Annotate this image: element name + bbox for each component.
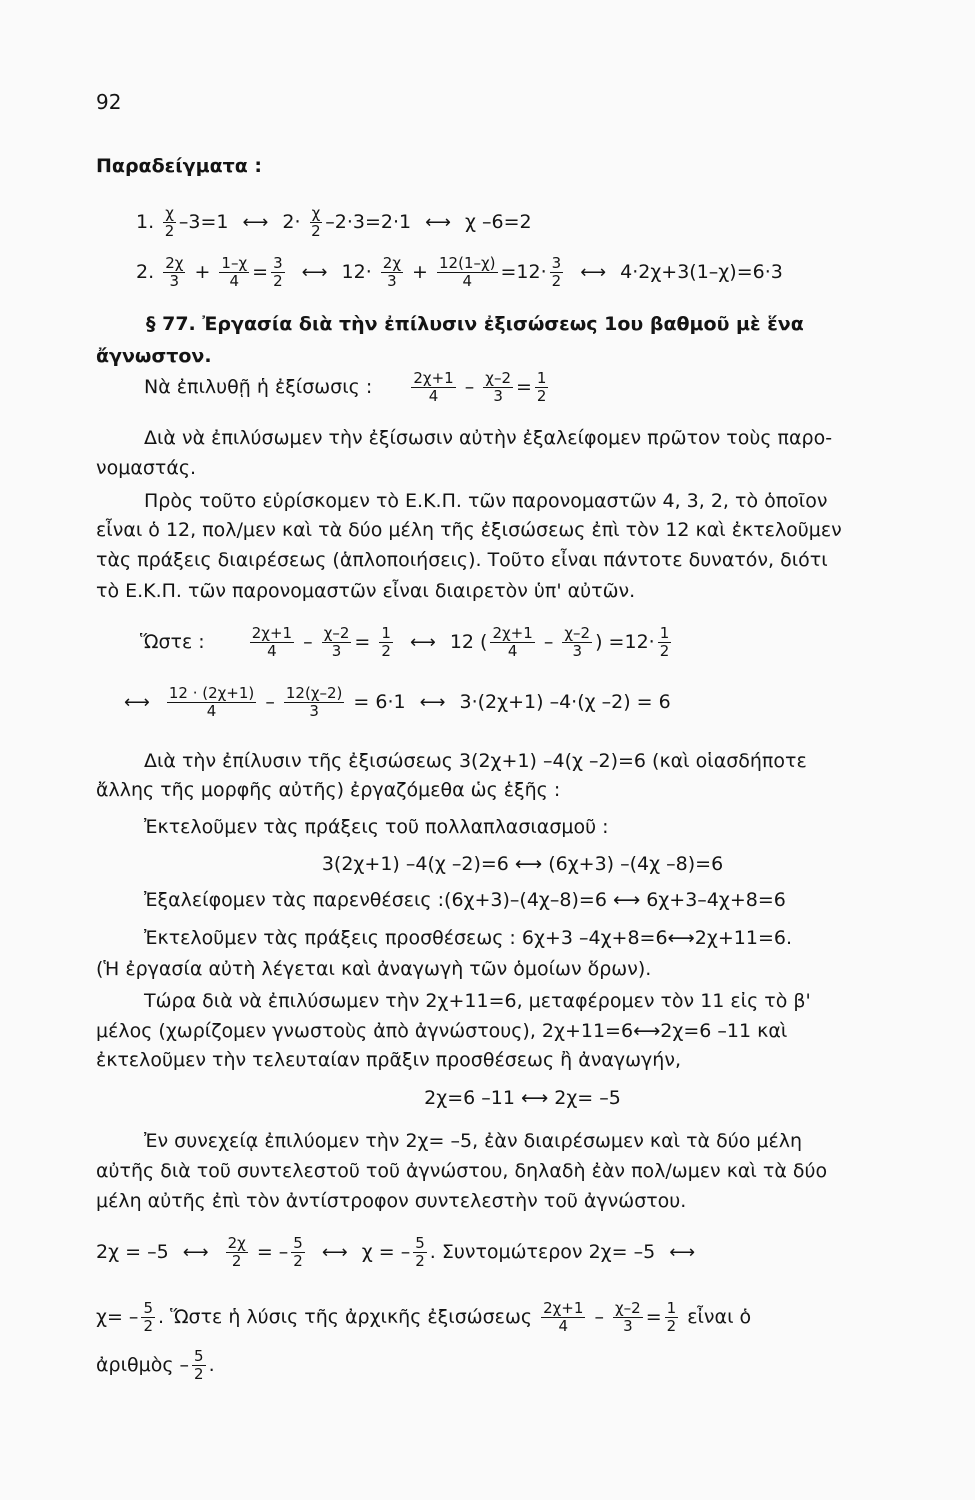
equivalence-arrow: ⟷ xyxy=(242,212,269,233)
paragraph-5-line2: αὐτῆς διὰ τοῦ συντελεστοῦ τοῦ ἀγνώστου, δηλαδὴ ἐὰν πολ/ωμεν καὶ τὰ δύο xyxy=(96,1160,828,1182)
page-number: 92 xyxy=(96,90,122,114)
paragraph-3-line2: ἄλλης τῆς μορφῆς αὐτῆς) ἐργαζόμεθα ὡς ἑξῆς : xyxy=(96,779,561,801)
equivalence-arrow: ⟷ xyxy=(301,262,328,283)
step-addition-note: (Ἡ ἐργασία αὐτὴ λέγεται καὶ ἀναγωγὴ τῶν ὁμοίων ὅρων). xyxy=(96,958,652,980)
step-multiplication-equation: 3(2χ+1) –4(χ –2)=6 ⟷ (6χ+3) –(4χ –8)=6 xyxy=(321,853,724,875)
section-title-line1: § 77. Ἐργασία διὰ τὴν ἐπίλυσιν ἐξισώσεως 1ου βαθμοῦ μὲ ἕνα xyxy=(146,313,804,335)
paragraph-1-line1: Διὰ νὰ ἐπιλύσωμεν τὴν ἐξίσωσιν αὐτὴν ἐξαλείφομεν πρῶτον τοὺς παρο- xyxy=(144,427,833,449)
equivalence-arrow: ⟷ xyxy=(321,1242,348,1263)
step-transfer-equation: 2χ=6 –11 ⟷ 2χ= –5 xyxy=(424,1087,621,1109)
heading: Παραδείγματα : xyxy=(96,155,263,177)
section-title-line2: ἄγνωστον. xyxy=(96,345,212,367)
paragraph-4-line1: Τώρα διὰ νὰ ἐπιλύσωμεν τὴν 2χ+11=6, μεταφέρομεν τὸν 11 εἰς τὸ β' xyxy=(144,990,811,1012)
paragraph-5-line3: μέλη αὐτῆς ἐπὶ τὸν ἀντίστροφον συντελεστὴν τοῦ ἀγνώστου. xyxy=(96,1190,687,1212)
paragraph-4-line3: ἐκτελοῦμεν τὴν τελευταίαν πρᾶξιν προσθέσεως ἢ ἀναγωγήν, xyxy=(96,1049,681,1071)
step-parentheses: Ἐξαλείφομεν τὰς παρενθέσεις :(6χ+3)–(4χ–8)=6 ⟷ 6χ+3–4χ+8=6 xyxy=(144,889,786,911)
fraction: $\frac{\chi}{2}$ xyxy=(164,204,175,240)
equation-line-1: Ὥστε : $\frac{2\chi+1}{4}$ – $\frac{\chi-2}{3}$ = $\frac{1}{2}$ ⟷ 12 ( $\frac{2\chi+1}{4}$ – $\frac{\chi-2}{3}$ ) =12· $\frac{1}{2}$ xyxy=(140,624,670,660)
final-line-1: 2χ = –5 ⟷ $\frac{2\chi}{2}$ = – $\frac{5}{2}$ ⟷ χ = – $\frac{5}{2}$ . Συντομώτερον 2χ= –5 ⟷ xyxy=(96,1234,696,1270)
equivalence-arrow: ⟷ xyxy=(182,1242,209,1263)
equivalence-arrow: ⟷ xyxy=(425,212,451,233)
example-1: 1. $\frac{\chi}{2}$ –3=1 ⟷ 2· $\frac{\chi}{2}$ –2·3=2·1 ⟷ χ –6=2 xyxy=(136,204,532,240)
paragraph-1-line2: νομαστάς. xyxy=(96,457,197,479)
final-line-2: χ= – $\frac{5}{2}$ . Ὥστε ἡ λύσις τῆς ἀρχικῆς ἐξισώσεως $\frac{2\chi+1}{4}$ – $\frac{\chi-2}{3}$ = $\frac{1}{2}$ εἶναι ὁ xyxy=(96,1299,752,1335)
paragraph-3-line1: Διὰ τὴν ἐπίλυσιν τῆς ἐξισώσεως 3(2χ+1) –4(χ –2)=6 (καὶ οἱασδήποτε xyxy=(144,750,807,772)
final-line-3: ἀριθμὸς – $\frac{5}{2}$ . xyxy=(96,1347,215,1383)
equation-statement: Νὰ ἐπιλυθῇ ἡ ἐξίσωσις : $\frac{2\chi+1}{4}$ – $\frac{\chi-2}{3}$ = $\frac{1}{2}$ xyxy=(144,369,547,405)
step-addition: Ἐκτελοῦμεν τὰς πράξεις προσθέσεως : 6χ+3 –4χ+8=6⟷2χ+11=6. xyxy=(144,927,793,949)
paragraph-5-line1: Ἐν συνεχείᾳ ἐπιλύομεν τὴν 2χ= –5, ἐὰν διαιρέσωμεν καὶ τὰ δύο μέλη xyxy=(144,1130,803,1152)
paragraph-2-line4: τὸ Ε.Κ.Π. τῶν παρονομαστῶν εἶναι διαιρετὸν ὑπ' αὐτῶν. xyxy=(96,580,636,602)
paragraph-2-line1: Πρὸς τοῦτο εὑρίσκομεν τὸ Ε.Κ.Π. τῶν παρονομαστῶν 4, 3, 2, τὸ ὁποῖον xyxy=(144,490,828,512)
equivalence-arrow: ⟷ xyxy=(669,1242,696,1263)
equivalence-arrow: ⟷ xyxy=(409,632,436,653)
equation-line-2: ⟷ $\frac{12 \cdot (2\chi+1)}{4}$ – $\frac{12(\chi-2)}{3}$ = 6·1 ⟷ 3·(2χ+1) –4·(χ –2) = 6 xyxy=(124,684,671,720)
example-2: 2. $\frac{2\chi}{3}$ + $\frac{1-\chi}{4}$ = $\frac{3}{2}$ ⟷ 12· $\frac{2\chi}{3}$ + $\frac{12(1-\chi)}{4}$ =12· $\frac{3}{2}$ ⟷ 4·2χ+3(1–χ)=6·3 xyxy=(136,254,783,290)
paragraph-2-line2: εἶναι ὁ 12, πολ/μεν καὶ τὰ δύο μέλη τῆς ἐξισώσεως ἐπὶ τὸν 12 καὶ ἐκτελοῦμεν xyxy=(96,519,842,541)
paragraph-2-line3: τὰς πράξεις διαιρέσεως (ἁπλοποιήσεις). Τοῦτο εἶναι πάντοτε δυνατόν, διότι xyxy=(96,549,828,571)
equivalence-arrow: ⟷ xyxy=(419,692,446,713)
fraction: $\frac{\chi}{2}$ xyxy=(311,204,321,240)
paragraph-4-line2: μέλος (χωρίζομεν γνωστοὺς ἀπὸ ἀγνώστους), 2χ+11=6⟷2χ=6 –11 καὶ xyxy=(96,1020,788,1042)
equivalence-arrow: ⟷ xyxy=(124,692,150,713)
step-multiplication: Ἐκτελοῦμεν τὰς πράξεις τοῦ πολλαπλασιασμοῦ : xyxy=(144,816,609,838)
equivalence-arrow: ⟷ xyxy=(580,262,607,283)
